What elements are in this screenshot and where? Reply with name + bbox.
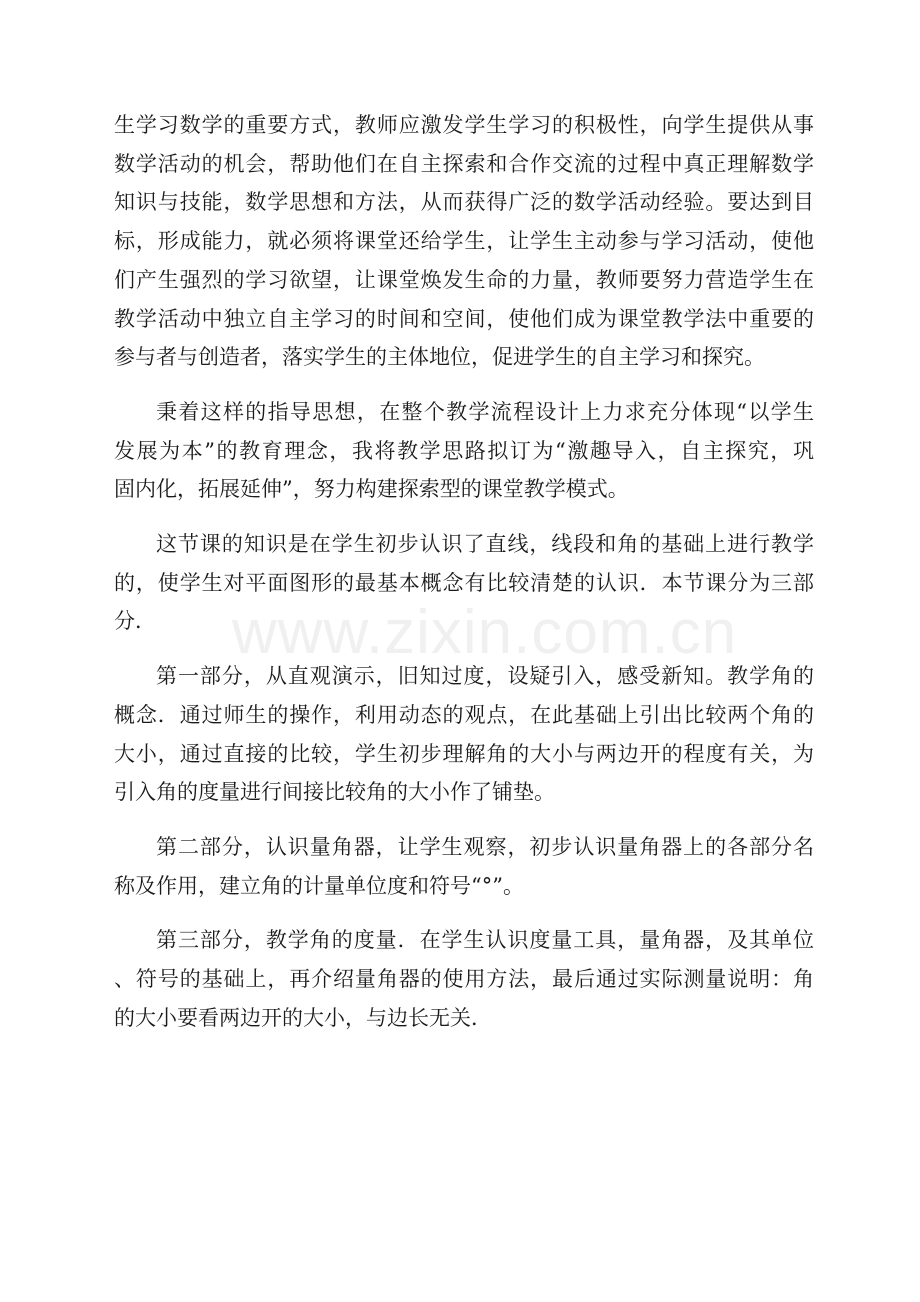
text-line: 发展为本”的教育理念，我将教学思路拟订为“激趣导入，自主探究，巩 xyxy=(114,438,814,463)
text-line: 、符号的基础上，再介绍量角器的使用方法，最后通过实际测量说明：角 xyxy=(114,967,814,992)
text-line: 秉着这样的指导思想，在整个教学流程设计上力求充分体现“以学生 xyxy=(156,399,814,424)
text-line: 固内化，拓展延伸”，努力构建探索型的课堂教学模式。 xyxy=(114,477,629,502)
text-line: 标，形成能力，就必须将课堂还给学生，让学生主动参与学习活动，使他 xyxy=(114,229,814,254)
text-line: 引入角的度量进行间接比较角的大小作了铺垫。 xyxy=(114,780,555,805)
text-line: 的，使学生对平面图形的最基本概念有比较清楚的认识．本节课分为三部 xyxy=(114,570,814,595)
text-line: 数学活动的机会，帮助他们在自主探索和合作交流的过程中真正理解数学 xyxy=(114,151,814,176)
text-line: 称及作用，建立角的计量单位度和符号“°”。 xyxy=(114,873,524,898)
paragraph xyxy=(114,393,814,509)
text-line: 概念．通过师生的操作，利用动态的观点，在此基础上引出比较两个角的 xyxy=(114,702,814,727)
watermark: www.zixin.com.cn xyxy=(232,598,738,667)
text-line: 知识与技能，数学思想和方法，从而获得广泛的数学活动经验。要达到目 xyxy=(114,190,814,215)
text-line: 参与者与创造者，落实学生的主体地位，促进学生的自主学习和探究。 xyxy=(114,345,765,370)
text-line: 们产生强烈的学习欲望，让课堂焕发生命的力量，教师要努力营造学生在 xyxy=(114,267,814,292)
text-line: 生学习数学的重要方式，教师应激发学生学习的积极性，向学生提供从事 xyxy=(114,113,814,137)
paragraph xyxy=(114,921,814,1037)
text-line: 第一部分，从直观演示，旧知过度，设疑引入，感受新知。教学角的 xyxy=(156,664,814,689)
paragraph xyxy=(114,828,814,905)
text-line: 的大小要看两边开的大小，与边长无关． xyxy=(114,1005,492,1030)
text-line: 第三部分，教学角的度量．在学生认识度量工具，量角器，及其单位 xyxy=(156,928,814,953)
document-body xyxy=(114,106,814,1053)
text-line: 大小，通过直接的比较，学生初步理解角的大小与两边开的程度有关，为 xyxy=(114,741,814,766)
text-line: 教学活动中独立自主学习的时间和空间，使他们成为课堂教学法中重要的 xyxy=(114,306,814,331)
text-line: 第二部分，认识量角器，让学生观察，初步认识量角器上的各部分名 xyxy=(156,834,814,859)
paragraph xyxy=(114,525,814,641)
text-line: 这节课的知识是在学生初步认识了直线，线段和角的基础上进行教学 xyxy=(156,532,814,557)
text-line: 分． xyxy=(114,609,156,634)
paragraph xyxy=(114,106,814,377)
paragraph xyxy=(114,657,814,812)
